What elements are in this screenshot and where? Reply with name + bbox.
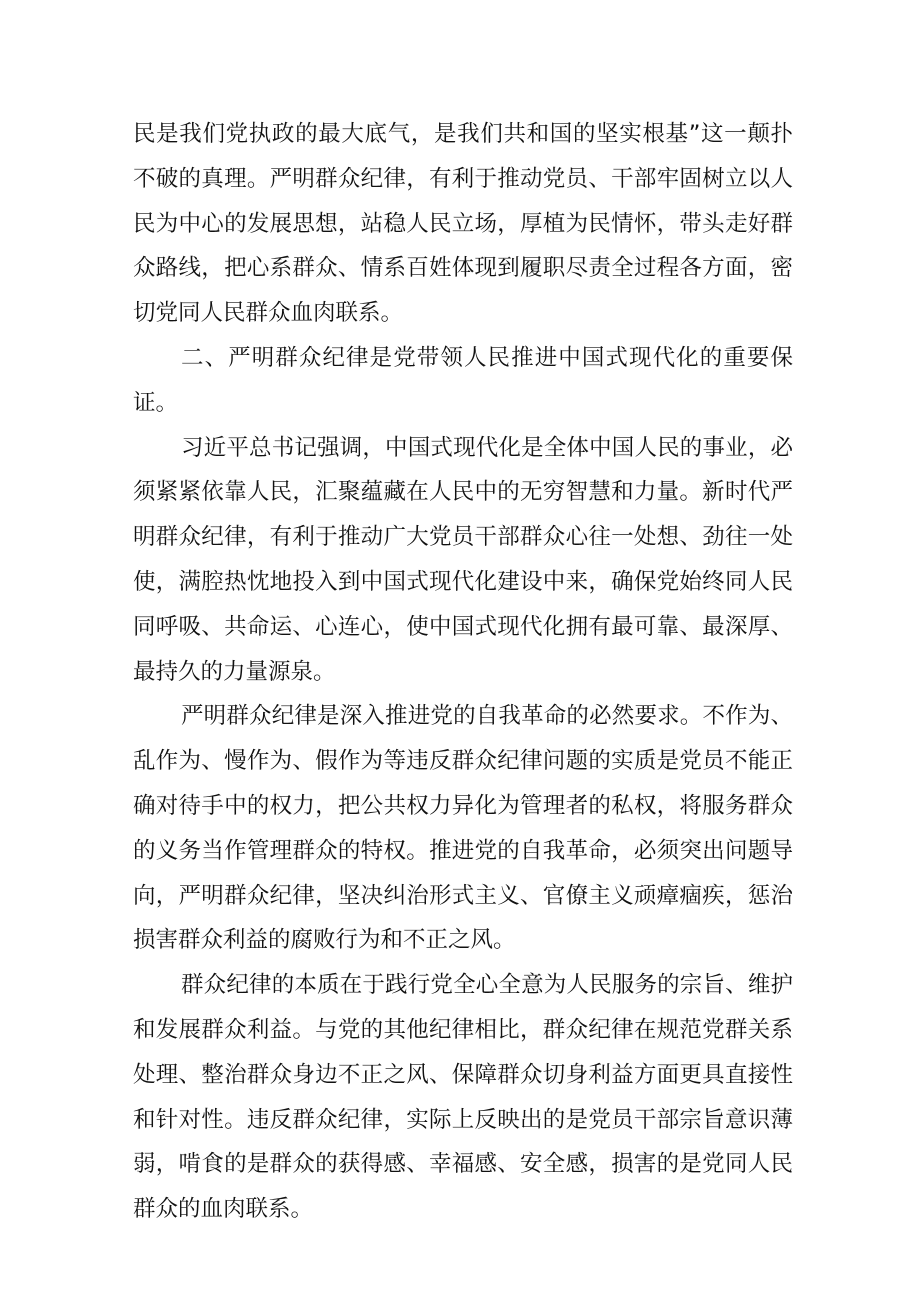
paragraph-xi-quote: 习近平总书记强调，中国式现代化是全体中国人民的事业，必须紧紧依靠人民，汇聚蕴藏在人民中的无穷智慧和力量。新时代严明群众纪律，有利于推动广大党员干部群众心往一处想、劲往一处使，满腔热忱地投入到中国式现代化建设中来，确保党始终同人民同呼吸、共命运、心连心，使中国式现代化拥有最可靠、最深厚、最持久的力量源泉。: [133, 434, 793, 685]
paragraph-essence: 群众纪律的本质在于践行党全心全意为人民服务的宗旨、维护和发展群众利益。与党的其他纪律相比，群众纪律在规范党群关系处理、整治群众身边不正之风、保障群众切身利益方面更具直接性和针对性。违反群众纪律，实际上反映出的是党员干部宗旨意识薄弱，啃食的是群众的获得感、幸福感、安全感，损害的是党同人民群众的血肉联系。: [133, 972, 793, 1223]
section-heading-two: 二、严明群众纪律是党带领人民推进中国式现代化的重要保证。: [133, 344, 793, 416]
paragraph-continuation: 民是我们党执政的最大底气，是我们共和国的坚实根基”这一颠扑不破的真理。严明群众纪律，有利于推动党员、干部牢固树立以人民为中心的发展思想，站稳人民立场，厚植为民情怀，带头走好群众路线，把心系群众、情系百姓体现到履职尽责全过程各方面，密切党同人民群众血肉联系。: [133, 121, 793, 327]
document-body: [133, 112, 793, 1232]
paragraph-self-revolution: 严明群众纪律是深入推进党的自我革命的必然要求。不作为、乱作为、慢作为、假作为等违反群众纪律问题的实质是党员不能正确对待手中的权力，把公共权力异化为管理者的私权，将服务群众的义务当作管理群众的特权。推进党的自我革命，必须突出问题导向，严明群众纪律，坚决纠治形式主义、官僚主义顽瘴痼疾，惩治损害群众利益的腐败行为和不正之风。: [133, 703, 793, 954]
